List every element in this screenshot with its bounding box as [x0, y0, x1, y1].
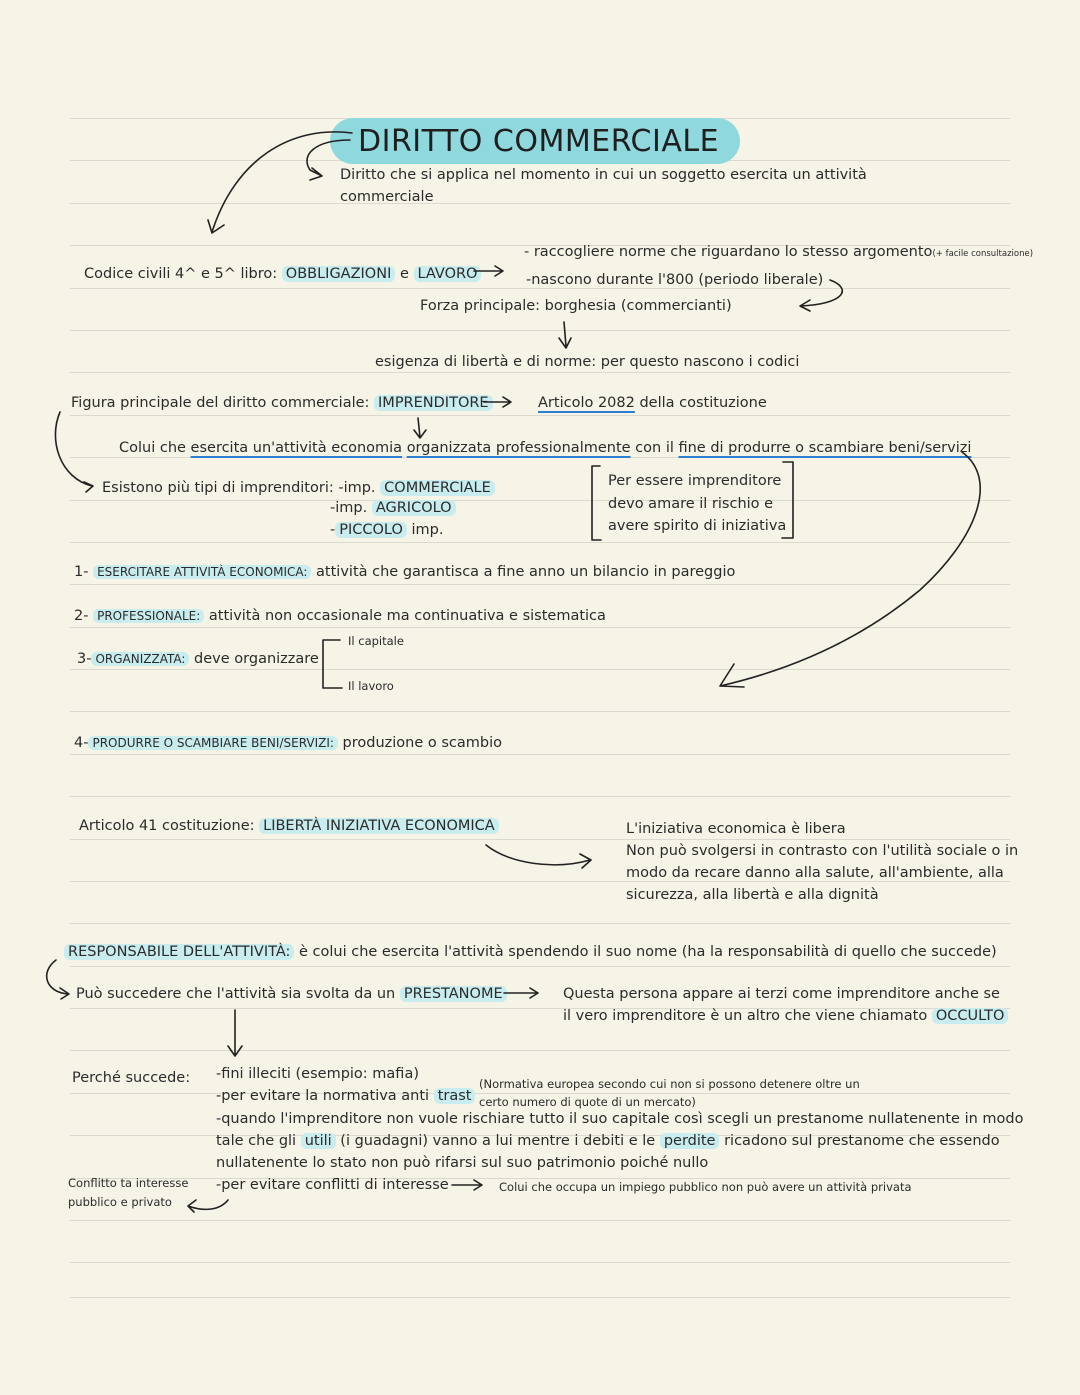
box-line-2: devo amare il rischio e — [608, 496, 774, 512]
art41-line-2: Non può svolgersi in contrasto con l'utilità sociale o in — [626, 843, 1019, 859]
responsabile-curl-icon — [47, 960, 69, 999]
box-bracket-right — [782, 462, 793, 538]
big-curve-arrow-icon — [720, 452, 980, 687]
codice-point-2: -nascono durante l'800 (periodo liberale) — [526, 272, 824, 288]
art41-arrow-icon — [486, 845, 591, 868]
conflitto-note: Colui che occupa un impiego pubblico non può avere un attività privata — [499, 1180, 912, 1194]
prestanome-down-arrow-icon — [228, 1010, 242, 1056]
art41-line-3: modo da recare danno alla salute, all'ambiente, alla — [626, 865, 1004, 881]
prestanome-right-2: il vero imprenditore è un altro che viene chiamato OCCULTO — [563, 1006, 1008, 1026]
perdite-key: perdite — [660, 1133, 720, 1149]
codice-arrow-icon — [474, 266, 503, 276]
perche-reason-3: -quando l'imprenditore non vuole rischiare tutto il suo capitale così scegli un prestanome nullatenente in modo — [216, 1111, 1024, 1127]
agricolo-key: AGRICOLO — [372, 500, 456, 516]
esigenza-line: esigenza di libertà e di norme: per questo nascono i codici — [375, 354, 800, 370]
title-arrow-icon — [208, 132, 352, 233]
point-2-key: PROFESSIONALE: — [93, 609, 204, 623]
point-3-key: ORGANIZZATA: — [91, 652, 189, 666]
art41-line-1: L'iniziativa economica è libera — [626, 821, 846, 837]
utili-key: utili — [301, 1133, 336, 1149]
tipi-curve-icon — [55, 412, 93, 492]
point-2: 2- PROFESSIONALE: attività non occasionale ma continuativa e sistematica — [74, 608, 606, 624]
point-3-capitale: Il capitale — [348, 634, 404, 648]
responsabile-key: RESPONSABILE DELL'ATTIVITÀ: — [64, 944, 294, 960]
occulto-key: OCCULTO — [932, 1008, 1009, 1024]
down-arrow-icon-2 — [414, 418, 426, 438]
box-line-1: Per essere imprenditore — [608, 473, 782, 489]
perche-reason-5: nullatenente lo stato non può rifarsi sul suo patrimonio poiché nullo — [216, 1155, 709, 1171]
liberta-key: LIBERTÀ INIZIATIVA ECONOMICA — [259, 818, 499, 834]
page-title: DIRITTO COMMERCIALE — [358, 124, 720, 159]
codice-point-1: - raccogliere norme che riguardano lo stesso argomento(+ facile consultazione) — [524, 244, 1034, 260]
commerciale-key: COMMERCIALE — [380, 480, 495, 496]
point-4-key: PRODURRE O SCAMBIARE BENI/SERVIZI: — [88, 736, 337, 750]
organizza-bracket — [323, 640, 342, 688]
forza-curl-icon — [800, 280, 842, 311]
side-note-1: Conflitto ta interesse — [68, 1176, 189, 1190]
trast-key: trast — [434, 1088, 476, 1104]
conflitto-arrow-icon — [452, 1180, 482, 1190]
responsabile-line: RESPONSABILE DELL'ATTIVITÀ: è colui che esercita l'attività spendendo il suo nome (ha la responsabilità di quello che succede) — [64, 942, 997, 962]
articolo-2082: Articolo 2082 della costituzione — [538, 395, 767, 411]
title-curl-icon — [307, 140, 350, 180]
perche-reason-2: -per evitare la normativa anti trast — [216, 1086, 475, 1106]
imprenditore-key: IMPRENDITORE — [374, 395, 493, 411]
obbligazioni-key: OBBLIGAZIONI — [282, 266, 396, 282]
box-line-3: avere spirito di iniziativa — [608, 518, 787, 534]
art41-line-4: sicurezza, alla libertà e alla dignità — [626, 887, 879, 903]
definition-line: Colui che esercita un'attività economia organizzata professionalmente con il fine di produrre o scambiare beni/servizi — [119, 440, 972, 456]
perche-reason-4: tale che gli utili (i guadagni) vanno a lui mentre i debiti e le perdite ricadono sul prestanome che essendo — [216, 1133, 1000, 1149]
side-note-2: pubblico e privato — [68, 1195, 172, 1209]
lavoro-key: LAVORO — [414, 266, 482, 282]
figura-line: Figura principale del diritto commerciale: IMPRENDITORE — [71, 393, 493, 413]
prestanome-arrow-icon — [504, 988, 538, 998]
perche-reason-6: -per evitare conflitti di interesse — [216, 1177, 449, 1193]
side-curl-icon — [188, 1200, 228, 1212]
box-bracket-left — [592, 466, 601, 540]
prestanome-line: Può succedere che l'attività sia svolta da un PRESTANOME — [76, 984, 507, 1004]
point-3: 3- ORGANIZZATA: deve organizzare — [77, 651, 319, 667]
perche-reason-1: -fini illeciti (esempio: mafia) — [216, 1066, 419, 1082]
point-1-key: ESERCITARE ATTIVITÀ ECONOMICA: — [93, 565, 311, 579]
trast-note-2: certo numero di quote di un mercato) — [479, 1095, 696, 1109]
figura-arrow-icon — [484, 397, 511, 407]
codice-point-1-note: (+ facile consultazione) — [932, 249, 1034, 259]
point-1: 1- ESERCITARE ATTIVITÀ ECONOMICA: attività che garantisca a fine anno un bilancio in pareggio — [74, 564, 736, 580]
point-4: 4- PRODURRE O SCAMBIARE BENI/SERVIZI: produzione o scambio — [74, 735, 502, 751]
tipi-line-1: Esistono più tipi di imprenditori: -imp. COMMERCIALE — [102, 478, 495, 498]
down-arrow-icon — [559, 322, 571, 348]
prestanome-key: PRESTANOME — [400, 986, 507, 1002]
codice-line: Codice civili 4^ e 5^ libro: OBBLIGAZIONI e LAVORO — [84, 264, 481, 284]
perche-label: Perché succede: — [72, 1070, 191, 1086]
intro-line-2: commerciale — [340, 189, 434, 205]
trast-note-1: (Normativa europea secondo cui non si possono detenere oltre un — [479, 1077, 860, 1091]
intro-line-1: Diritto che si applica nel momento in cui un soggetto esercita un attività — [340, 167, 867, 183]
piccolo-key: PICCOLO — [335, 522, 407, 538]
tipi-line-2: -imp. AGRICOLO — [330, 498, 456, 518]
point-3-lavoro: Il lavoro — [348, 679, 394, 693]
prestanome-right-1: Questa persona appare ai terzi come imprenditore anche se — [563, 986, 1000, 1002]
articolo-41: Articolo 41 costituzione: LIBERTÀ INIZIATIVA ECONOMICA — [79, 816, 499, 836]
forza-principale: Forza principale: borghesia (commercianti) — [420, 298, 732, 314]
tipi-line-3: - PICCOLO imp. — [330, 522, 444, 538]
